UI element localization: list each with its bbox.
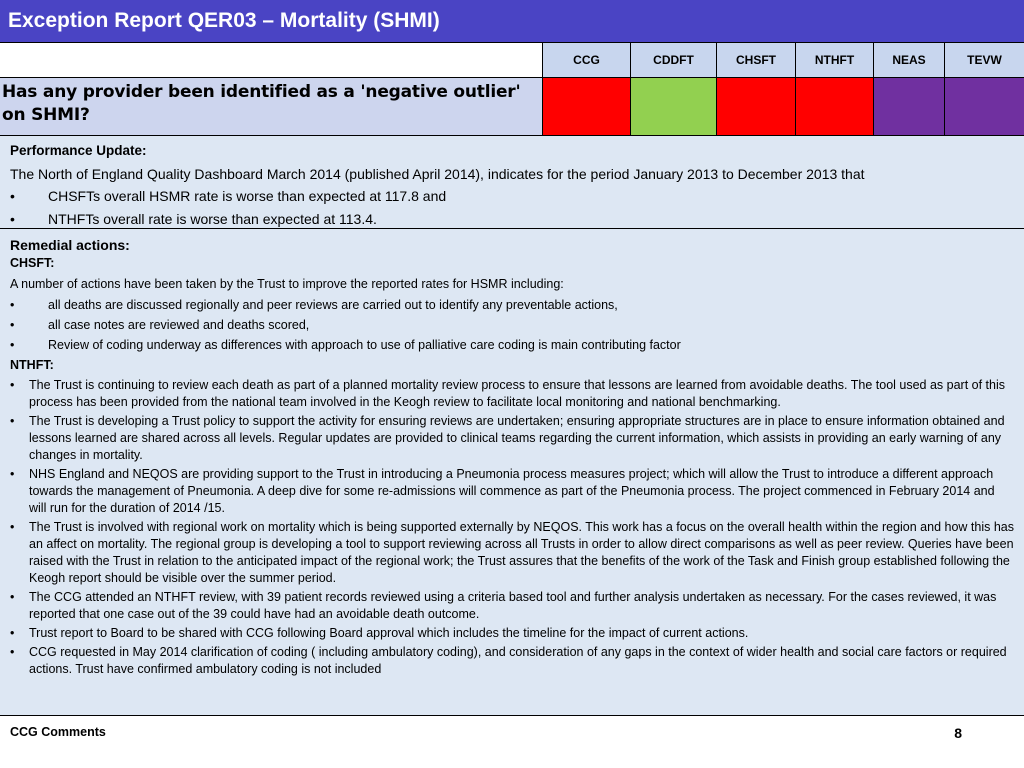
bullet-marker: • (10, 520, 15, 534)
nthft-bullet (10, 644, 1014, 678)
page-title: Exception Report QER03 – Mortality (SHMI) (0, 0, 1024, 42)
status-nthft (796, 78, 874, 135)
header-chsft: CHSFT (717, 43, 796, 77)
chsft-bullet-text: all deaths are discussed regionally and peer reviews are carried out to identify any preventable actions, (48, 298, 618, 312)
performance-bullet-text: CHSFTs overall HSMR rate is worse than expected at 117.8 and (48, 188, 447, 204)
performance-intro: The North of England Quality Dashboard March 2014 (published April 2014), indicates for the period January 2013 to December 2013 that (10, 166, 865, 182)
bullet-marker: • (10, 626, 15, 640)
chsft-bullet-text: Review of coding underway as differences with approach to use of palliative care coding is main contributing factor (48, 338, 681, 352)
performance-heading: Performance Update: (10, 143, 147, 158)
ccg-comments-section (0, 716, 1024, 768)
nthft-bullet-text: NHS England and NEQOS are providing support to the Trust in introducing a Pneumonia process measures project; which will allow the Trust to introduce a different approach towards the management of Pneumonia. A deep dive for some re-admissions will commence as part of the Pneumonia process. The project commenced in February 2014 and will run for the duration of 2014 /15. (29, 467, 995, 515)
question-row (0, 78, 1024, 136)
bullet-marker: • (10, 414, 15, 428)
status-chsft (717, 78, 796, 135)
bullet-marker: • (10, 298, 15, 312)
chsft-label: CHSFT: (10, 256, 55, 270)
page-number: 8 (954, 725, 962, 741)
status-tevw (945, 78, 1024, 135)
outlier-question: Has any provider been identified as a 'negative outlier' on SHMI? (0, 78, 543, 135)
nthft-bullet-text: Trust report to Board to be shared with CCG following Board approval which includes the timeline for the impact of current actions. (29, 626, 749, 640)
nthft-bullet (10, 466, 1014, 517)
chsft-bullet (10, 315, 1014, 335)
header-ccg: CCG (543, 43, 631, 77)
performance-bullet (10, 185, 1014, 208)
bullet-marker: • (10, 467, 15, 481)
chsft-bullet (10, 295, 1014, 315)
chsft-intro: A number of actions have been taken by the Trust to improve the reported rates for HSMR including: (10, 277, 564, 291)
nthft-bullet (10, 589, 1014, 623)
nthft-bullet (10, 413, 1014, 464)
nthft-bullet-text: CCG requested in May 2014 clarification of coding ( including ambulatory coding), and consideration of any gaps in the context of wider health and social care factors or required actions. Trust have confirmed ambulatory coding is not included (29, 645, 1007, 676)
status-cddft (631, 78, 717, 135)
performance-bullet (10, 208, 1014, 231)
nthft-bullet-text: The Trust is continuing to review each death as part of a planned mortality review process to ensure that lessons are learned from avoidable deaths. The tool used as part of this process has been provided from the national team involved in the Keogh review to facilitate local monitoring and national benchmarking. (29, 378, 1006, 409)
bullet-marker: • (10, 338, 15, 352)
bullet-marker: • (10, 645, 15, 659)
nthft-bullet (10, 519, 1014, 587)
header-nthft: NTHFT (796, 43, 874, 77)
nthft-bullet-text: The Trust is involved with regional work on mortality which is being supported externally by NEQOS. This work has a focus on the overall health within the region and how this has an affect on mortality. The regional group is developing a tool to support reviewing across all Trusts in order to allow direct comparisons as well as peer review. Queries have been raised with the Trust in relation to the anticipated impact of the regional work; the Trust assures that the benefits of the work of the Task and Finish group established following the Keogh report should be visible over the summer period. (29, 520, 1014, 585)
header-cddft: CDDFT (631, 43, 717, 77)
header-blank-cell (0, 43, 543, 77)
status-ccg (543, 78, 631, 135)
bullet-marker: • (10, 318, 15, 332)
chsft-bullet (10, 335, 1014, 355)
nthft-bullet-text: The Trust is developing a Trust policy to support the activity for ensuring reviews are undertaken; ensuring appropriate structures are in place to ensure information obtained and lessons learned are shared across all levels. Regular updates are provided to clinical teams regarding the current information, which assists in providing an early warning of any changes in mortality. (29, 414, 1005, 462)
performance-update-section (0, 136, 1024, 229)
nthft-bullet-text: The CCG attended an NTHFT review, with 39 patient records reviewed using a criteria based tool and further analysis undertaken as necessary. For the cases reviewed, it was reported that one case out of the 39 could have had an avoidable death outcome. (29, 590, 997, 621)
header-tevw: TEVW (945, 43, 1024, 77)
provider-header-row (0, 42, 1024, 78)
bullet-marker: • (10, 188, 15, 204)
bullet-marker: • (10, 378, 15, 392)
ccg-comments-label: CCG Comments (10, 725, 106, 739)
nthft-bullet (10, 625, 1014, 642)
bullet-marker: • (10, 590, 15, 604)
nthft-bullet (10, 377, 1014, 411)
status-neas (874, 78, 945, 135)
nthft-label: NTHFT: (10, 358, 54, 372)
chsft-bullet-text: all case notes are reviewed and deaths scored, (48, 318, 310, 332)
performance-bullet-text: NTHFTs overall rate is worse than expected at 113.4. (48, 211, 377, 227)
header-neas: NEAS (874, 43, 945, 77)
remedial-actions-section (0, 229, 1024, 716)
bullet-marker: • (10, 211, 15, 227)
remedial-heading: Remedial actions: (10, 237, 130, 253)
